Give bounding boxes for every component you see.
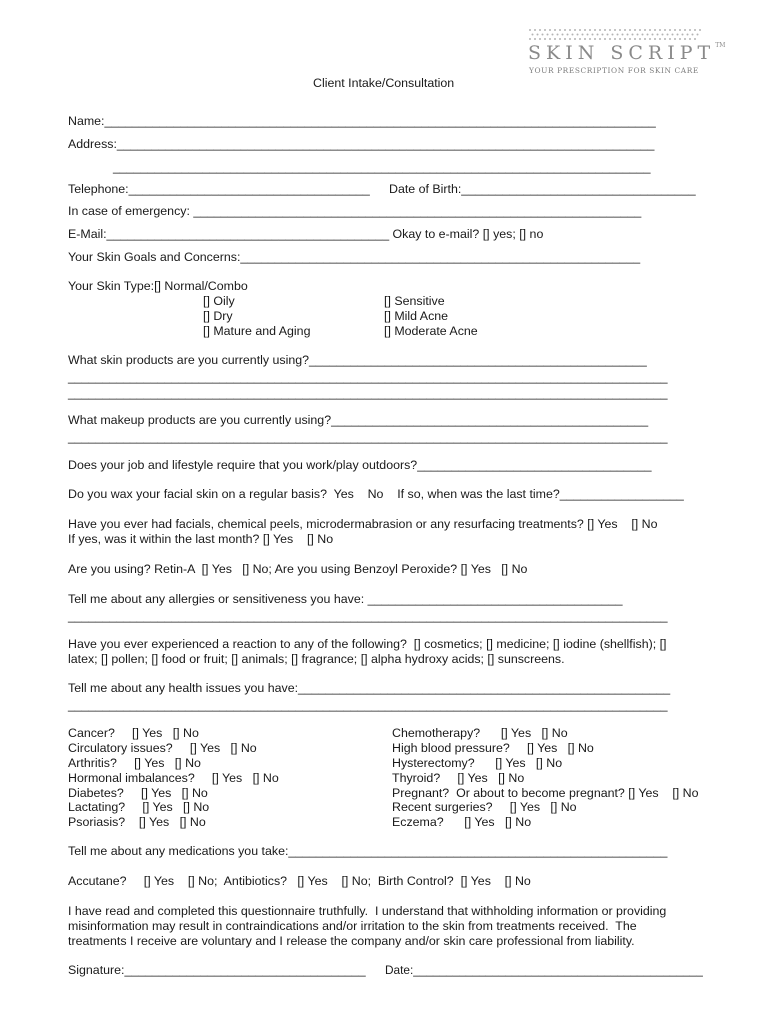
outdoors-field[interactable]: Does your job and lifestyle require that you work/play outdoors?__________________________________	[68, 458, 652, 472]
condition-arthritis[interactable]: Arthritis? [] Yes [] No	[68, 756, 201, 770]
skin-type-moderate-acne-option[interactable]: [] Moderate Acne	[384, 324, 478, 338]
facials-last-month-question[interactable]: If yes, was it within the last month? [] Yes [] No	[68, 532, 334, 546]
logo-brand-name: SKIN SCRIPT™	[528, 42, 726, 64]
medication-checklist[interactable]: Accutane? [] Yes [] No; Antibiotics? [] Yes [] No; Birth Control? [] Yes [] No	[68, 874, 531, 888]
condition-thyroid[interactable]: Thyroid? [] Yes [] No	[392, 771, 525, 785]
reactions-question[interactable]: Have you ever experienced a reaction to any of the following? [] cosmetics; [] medicine; [] iodine (shellfish); []	[68, 637, 667, 651]
consent-statement-line-1: I have read and completed this questionnaire truthfully. I understand that withholding information or providing	[68, 904, 667, 918]
skin-script-logo	[528, 28, 726, 80]
health-issues-line-1[interactable]: _______________________________________________________________________________________	[68, 698, 668, 712]
reactions-question-cont[interactable]: latex; [] pollen; [] food or fruit; [] animals; [] fragrance; [] alpha hydroxy acids; [] sunscreens.	[68, 652, 565, 666]
consent-statement-line-2: misinformation may result in contraindications and/or irritation to the skin from treatments received. The	[68, 919, 637, 933]
retin-a-benzoyl-question[interactable]: Are you using? Retin-A [] Yes [] No; Are you using Benzoyl Peroxide? [] Yes [] No	[68, 562, 528, 576]
makeup-products-field[interactable]: What makeup products are you currently using?______________________________________________	[68, 413, 649, 427]
health-issues-field[interactable]: Tell me about any health issues you have:______________________________________________________	[68, 681, 671, 695]
address-field[interactable]: Address:______________________________________________________________________________	[68, 137, 655, 151]
skin-products-field[interactable]: What skin products are you currently using?_________________________________________________	[68, 353, 647, 367]
makeup-products-line-1[interactable]: _______________________________________________________________________________________	[68, 430, 668, 444]
skin-products-line-2[interactable]: _______________________________________________________________________________________	[68, 386, 668, 400]
condition-psoriasis[interactable]: Psoriasis? [] Yes [] No	[68, 815, 206, 829]
signature-field[interactable]: Signature:___________________________________	[68, 963, 366, 977]
address-line-2-field[interactable]: ______________________________________________________________________________	[113, 160, 651, 174]
email-field[interactable]: E-Mail:_________________________________________ Okay to e-mail? [] yes; [] no	[68, 227, 544, 241]
emergency-contact-field[interactable]: In case of emergency: _________________________________________________________________	[68, 204, 642, 218]
waxing-question[interactable]: Do you wax your facial skin on a regular basis? Yes No If so, when was the last time?__________________	[68, 487, 684, 501]
condition-diabetes[interactable]: Diabetes? [] Yes [] No	[68, 786, 208, 800]
skin-type-mature-option[interactable]: [] Mature and Aging	[203, 324, 311, 338]
condition-chemotherapy[interactable]: Chemotherapy? [] Yes [] No	[392, 726, 568, 740]
date-field[interactable]: Date:____________________________________________	[385, 963, 703, 977]
condition-pregnant[interactable]: Pregnant? Or about to become pregnant? [] Yes [] No	[392, 786, 699, 800]
skin-products-line-1[interactable]: _______________________________________________________________________________________	[68, 370, 668, 384]
condition-high-blood-pressure[interactable]: High blood pressure? [] Yes [] No	[392, 741, 594, 755]
skin-type-mild-acne-option[interactable]: [] Mild Acne	[384, 309, 449, 323]
condition-eczema[interactable]: Eczema? [] Yes [] No	[392, 815, 532, 829]
skin-type-sensitive-option[interactable]: [] Sensitive	[384, 294, 445, 308]
medications-field[interactable]: Tell me about any medications you take:_______________________________________________________	[68, 844, 668, 858]
condition-cancer[interactable]: Cancer? [] Yes [] No	[68, 726, 199, 740]
logo-dot-pattern-icon	[528, 28, 706, 42]
logo-trademark: TM	[715, 42, 726, 49]
skin-type-normal-combo-option[interactable]: Your Skin Type:[] Normal/Combo	[68, 279, 248, 293]
condition-circulatory[interactable]: Circulatory issues? [] Yes [] No	[68, 741, 257, 755]
name-field[interactable]: Name:________________________________________________________________________________	[68, 114, 656, 128]
allergies-field[interactable]: Tell me about any allergies or sensitiveness you have: _____________________________________	[68, 592, 623, 606]
condition-hysterectomy[interactable]: Hysterectomy? [] Yes [] No	[392, 756, 563, 770]
telephone-field[interactable]: Telephone:___________________________________	[68, 182, 370, 196]
skin-type-dry-option[interactable]: [] Dry	[203, 309, 233, 323]
condition-lactating[interactable]: Lactating? [] Yes [] No	[68, 800, 210, 814]
skin-goals-field[interactable]: Your Skin Goals and Concerns:__________________________________________________________	[68, 250, 641, 264]
consent-statement-line-3: treatments I receive are voluntary and I release the company and/or skin care professional from liability.	[68, 934, 635, 948]
date-of-birth-field[interactable]: Date of Birth:__________________________________	[389, 182, 696, 196]
allergies-line-1[interactable]: _______________________________________________________________________________________	[68, 609, 668, 623]
condition-hormonal[interactable]: Hormonal imbalances? [] Yes [] No	[68, 771, 279, 785]
skin-type-oily-option[interactable]: [] Oily	[203, 294, 235, 308]
facials-question[interactable]: Have you ever had facials, chemical peels, microdermabrasion or any resurfacing treatments? [] Yes [] No	[68, 517, 658, 531]
condition-recent-surgeries[interactable]: Recent surgeries? [] Yes [] No	[392, 800, 577, 814]
form-title: Client Intake/Consultation	[313, 76, 455, 90]
logo-tagline: YOUR PRESCRIPTION FOR SKIN CARE	[529, 66, 699, 75]
